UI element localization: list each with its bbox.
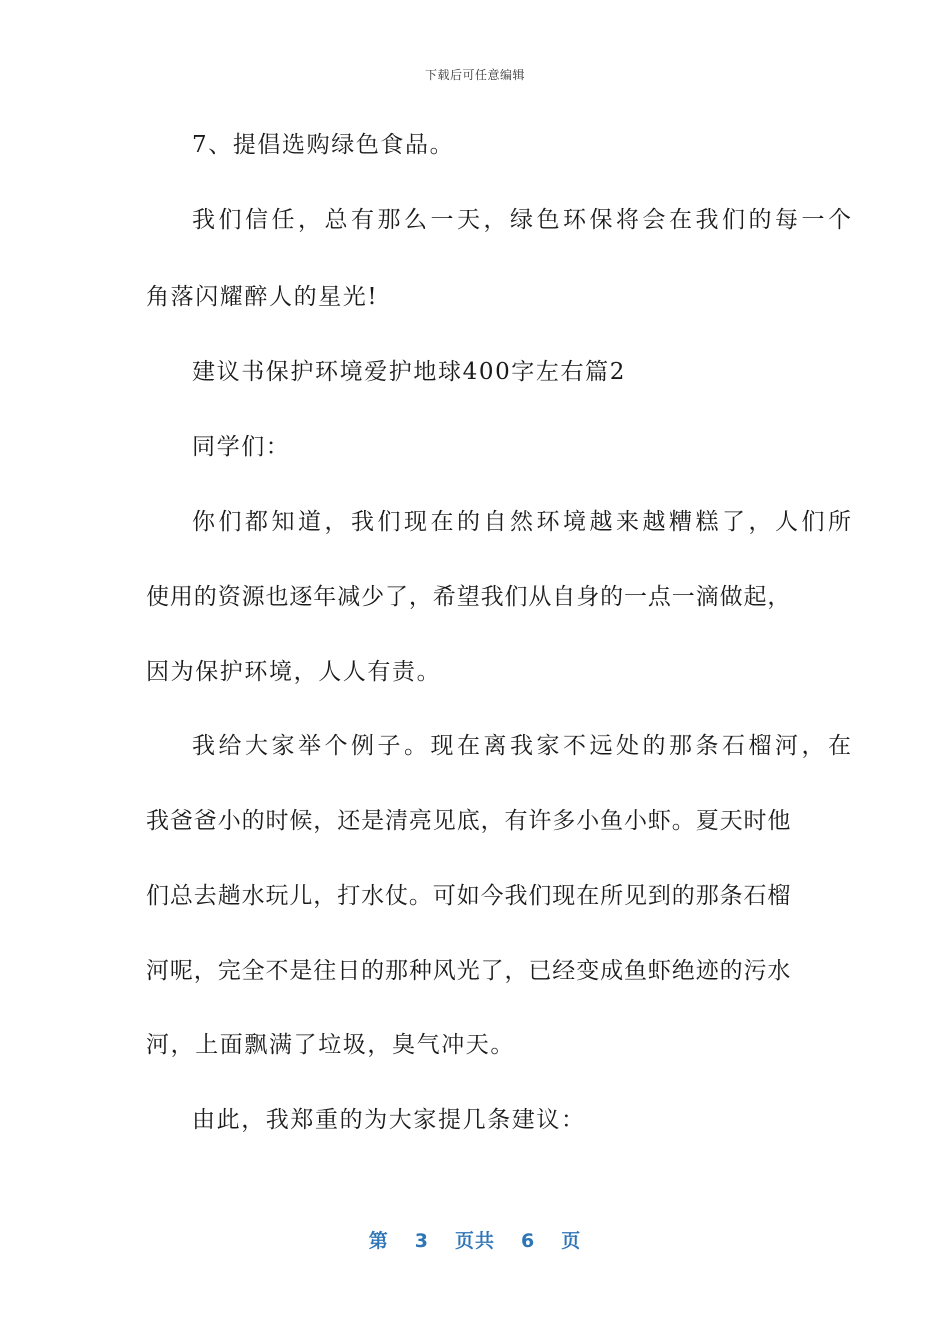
paragraph-line: 因为保护环境，人人有责。 (146, 659, 442, 685)
footer-middle: 页共 (454, 1230, 495, 1252)
paragraph-line: 由此，我郑重的为大家提几条建议： (192, 1107, 586, 1133)
paragraph-line: 河呢，完全不是往日的那种风光了，已经变成鱼虾绝迹的污水 (146, 958, 792, 984)
paragraph-text: 我们信任，总有那么一天，绿色环保将会在我们的每一个 (192, 207, 855, 233)
paragraph-line: 们总去趟水玩儿，打水仗。可如今我们现在所见到的那条石榴 (146, 883, 792, 909)
page-number-footer (0, 1226, 950, 1253)
paragraph-line (192, 205, 855, 235)
footer-prefix: 第 (368, 1230, 389, 1252)
paragraph-line: 你们都知道，我们现在的自然环境越来越糟糕了，人们所 (192, 509, 855, 535)
footer-suffix: 页 (561, 1230, 582, 1252)
header-note: 下载后可任意编辑 (424, 68, 525, 82)
section-heading: 建议书保护环境爱护地球400字左右篇2 (192, 359, 626, 385)
paragraph-line: 河，上面飘满了垃圾，臭气冲天。 (146, 1032, 515, 1058)
paragraph-line: 我爸爸小的时候，还是清亮见底，有许多小鱼小虾。夏天时他 (146, 808, 792, 834)
paragraph-line: 角落闪耀醉人的星光! (146, 284, 379, 310)
paragraph-line: 7、提倡选购绿色食品。 (192, 132, 455, 158)
paragraph-line: 我给大家举个例子。现在离我家不远处的那条石榴河，在 (192, 733, 855, 759)
footer-total-pages: 6 (521, 1230, 536, 1252)
footer-current-page: 3 (414, 1230, 429, 1252)
paragraph-line: 同学们： (192, 434, 291, 460)
paragraph-line: 使用的资源也逐年减少了，希望我们从自身的一点一滴做起， (146, 584, 792, 610)
